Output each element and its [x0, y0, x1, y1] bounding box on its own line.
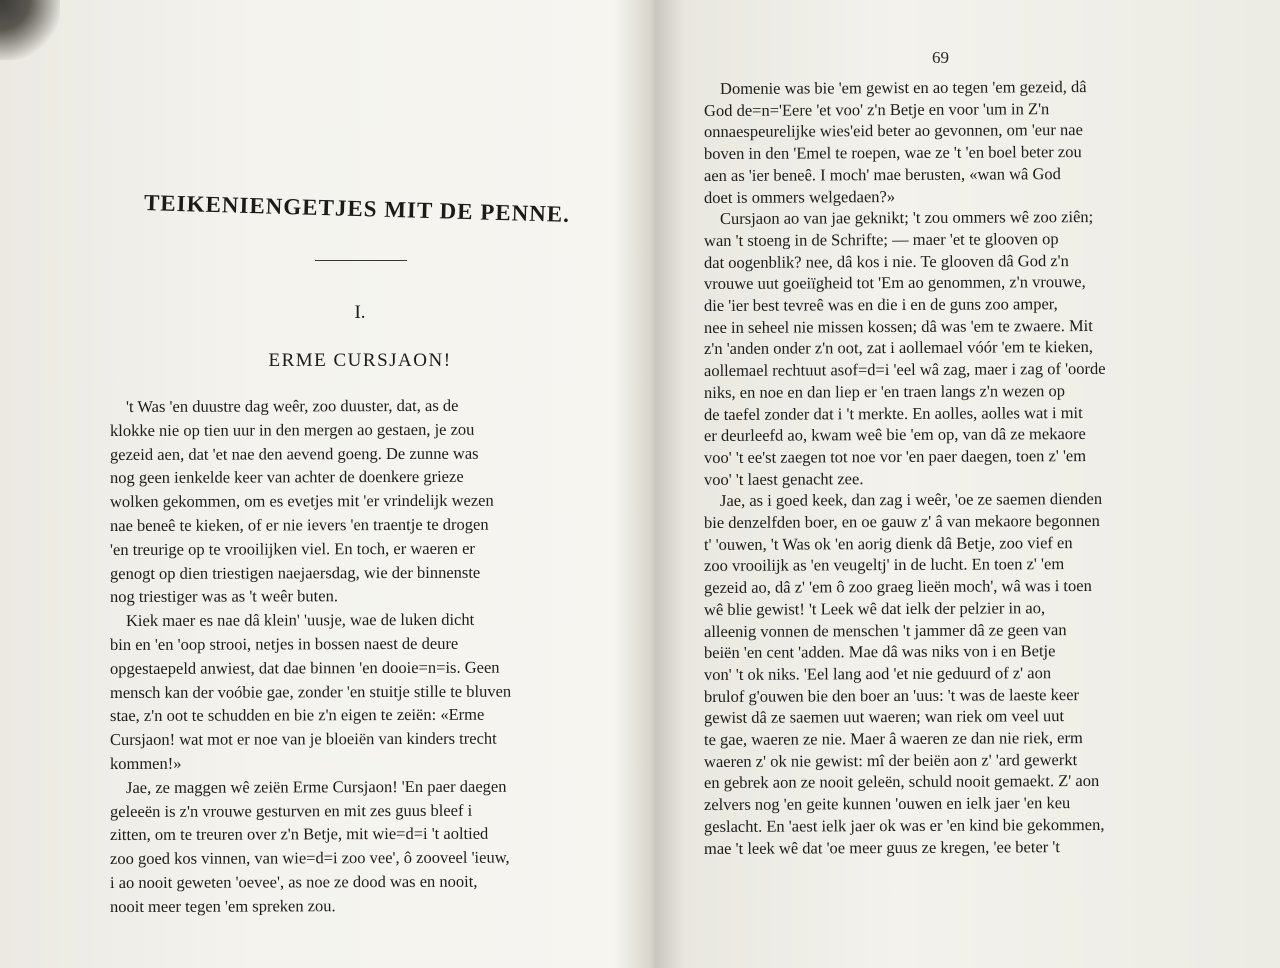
section-number: I. — [354, 302, 366, 323]
text-line: voo' 't ee'st zaegen tot noe vor 'en paer daegen, toen z' 'em — [703, 445, 1087, 467]
text-line: stae, z'n oot te schudden en bie z'n eigen te zeiën: «Erme — [109, 705, 485, 726]
text-line: nog geen ienkelde keer van achter de doenkere grieze — [109, 467, 464, 488]
text-line: nae beneê te kieken, of er nie ievers 'en traentje te drogen — [109, 514, 489, 535]
text-line: boven in den 'Emel te roepen, wae ze 't 'en boel beter zou — [703, 142, 1082, 164]
chapter-title: TEIKENIENGETJES MIT DE PENNE. — [143, 190, 571, 227]
text-line: 't Was 'en duustre dag weêr, zoo duuster, dat, as de — [125, 395, 459, 416]
right-page — [700, 0, 1220, 968]
text-line: God de=n='Eere 'et voo' z'n Betje en voor 'um in Z'n — [703, 98, 1050, 120]
shadow-corner — [0, 0, 60, 60]
text-line: voo' 't laest genacht zee. — [703, 468, 864, 489]
text-line: brulof g'ouwen bie den boer an 'uus: 't was de laeste keer — [703, 684, 1080, 706]
text-line: Domenie was bie 'em gewist en ao tegen 'em gezeid, dâ — [719, 77, 1087, 98]
text-line: aen as 'ier beneê. I moch' mae berusten, «wan wâ God — [703, 163, 1061, 185]
text-line: wê blie gewist! 't Leek wê dat ielk der pelzier in ao, — [703, 598, 1046, 619]
text-line: t' 'ouwen, 't Was ok 'en aorig dienk dâ Betje, zoo vief en — [703, 532, 1073, 554]
text-line: doet is ommers welgedaen?» — [703, 186, 896, 207]
page-number: 69 — [932, 48, 949, 67]
text-line: wolken gekommen, om es evetjes mit 'er vrindelijk wezen — [109, 490, 494, 512]
text-line: zoo goed kos vinnen, van wie=d=i zoo vee', ô zooveel 'ieuw, — [109, 847, 510, 869]
text-line: wan 't stoeng in de Schrifte; — maer 'et te glooven op — [703, 229, 1059, 250]
text-line: de taefel zonder dat i 't merkte. En aolles, aolles wat i mit — [703, 402, 1083, 424]
text-line: gezeid ao, dâ z' 'em ô zoo graeg lieën moch', wâ was i toen — [703, 576, 1092, 598]
text-line: opgestaepeld anwiest, dat dae binnen 'en dooie=n=is. Geen — [109, 657, 500, 678]
text-line: kommen!» — [109, 753, 182, 773]
text-line: Jae, as i goed keek, dan zag i weêr, 'oe ze saemen dienden — [719, 489, 1103, 511]
text-line: i ao nooit geweten 'oevee', as noe ze dood was en nooit, — [109, 871, 478, 892]
text-line: nooit meer tegen 'em spreken zou. — [109, 896, 336, 916]
text-line: waeren z' ok nie gewist: mî der beiën aon z' 'ard gewerkt — [703, 749, 1078, 771]
text-line: die 'ier best tevreê was en die i en de guns zoo amper, — [703, 294, 1058, 315]
text-line: nee in seheel nie missen kossen; dâ was 'em te zwaere. Mit — [703, 315, 1093, 337]
text-line: bin en 'en 'oop strooi, netjes in bossen naest de deure — [109, 633, 459, 654]
text-line: gewist dâ ze saemen uut waeren; wan riek om veel uut — [703, 706, 1065, 728]
text-line: mae 't leek wê dat 'oe meer guus ze kregen, 'ee beter 't — [703, 836, 1060, 858]
text-line: Cursjaon! wat mot er noe van je bloeiën van kinders trecht — [109, 728, 497, 750]
text-line: dat oogenblik? nee, dâ kos i nie. Te glooven dâ God z'n — [703, 250, 1069, 272]
text-line: vrouwe uut goeiïgheid tot 'Em ao genommen, z'n vrouwe, — [703, 272, 1086, 294]
text-line: zitten, om te treuren over z'n Betje, mit wie=d=i 't aoltied — [109, 824, 489, 845]
text-line: 'en treurige op te vrooilijken viel. En toch, er waeren er — [109, 538, 475, 559]
text-line: nog triestiger was as 't weêr buten. — [109, 586, 338, 607]
text-line: von' 't ok niks. 'Eel lang aod 'et nie geduurd of z' aon — [703, 663, 1052, 684]
text-line: alleenig vonnen de menschen 't jammer dâ ze geen van — [703, 619, 1067, 641]
text-line: en gebrek aon ze nooit geleën, schuld nooit gemaekt. Z' aon — [703, 771, 1100, 793]
text-line: klokke nie op tien uur in den mergen ao gestaen, je zou — [109, 419, 475, 440]
text-line: beiën 'en cent 'adden. Mae dâ was niks von i en Betje — [703, 641, 1056, 663]
text-line: zelvers nog 'en geite kunnen 'ouwen en ielk jaer 'en keu — [703, 793, 1071, 815]
text-line: Jae, ze maggen wê zeiën Erme Cursjaon! 'En paer daegen — [125, 776, 507, 797]
text-line: mensch kan der voóbie gae, zonder 'en stuitje stille te bluven — [109, 681, 512, 702]
text-line: gezeid aen, dat 'et nae den aevend goeng. De zunne was — [109, 443, 479, 464]
text-line: z'n 'anden onder z'n oot, zat i aollemael vóór 'em te kieken, — [703, 337, 1093, 359]
text-line: Kiek maer es nae dâ klein' 'uusje, wae de luken dicht — [125, 609, 475, 631]
text-line: aollemael rechtuut asof=d=i 'eel wâ zag, maer i zag of 'oorde — [703, 358, 1106, 381]
text-line: geslacht. En 'aest ielk jaer ok was er 'en kind bie gekommen, — [703, 814, 1105, 836]
text-line: zoo vrooilijk as 'en veugeltj' in de lucht. En toen z' 'em — [703, 554, 1065, 576]
text-line: geleeën is z'n vrouwe gesturven en mit zes guus bleef i — [109, 800, 473, 821]
title-divider — [315, 260, 407, 261]
text-line: niks, en noe en dan liep er 'en traen langs z'n wezen op — [703, 380, 1066, 402]
text-line: genogt op dien triestigen naejaersdag, wie der binnenste — [109, 562, 481, 583]
section-title: ERME CURSJAON! — [268, 350, 452, 371]
text-line: te gae, waeren ze nie. Maer â waeren ze dan nie riek, erm — [703, 728, 1083, 749]
text-line: er deurleefd ao, kwam weê bie 'em op, van dâ ze mekaore — [703, 424, 1086, 446]
text-line: Cursjaon ao van jae geknikt; 't zou ommers wê zoo ziên; — [719, 207, 1094, 229]
text-line: onnaespeurelijke wies'eid beter ao gevonnen, om 'eur nae — [703, 120, 1083, 142]
text-line: bie denzelfden boer, en oe gauw z' â van mekaore begonnen — [703, 510, 1100, 532]
left-page — [70, 0, 630, 968]
